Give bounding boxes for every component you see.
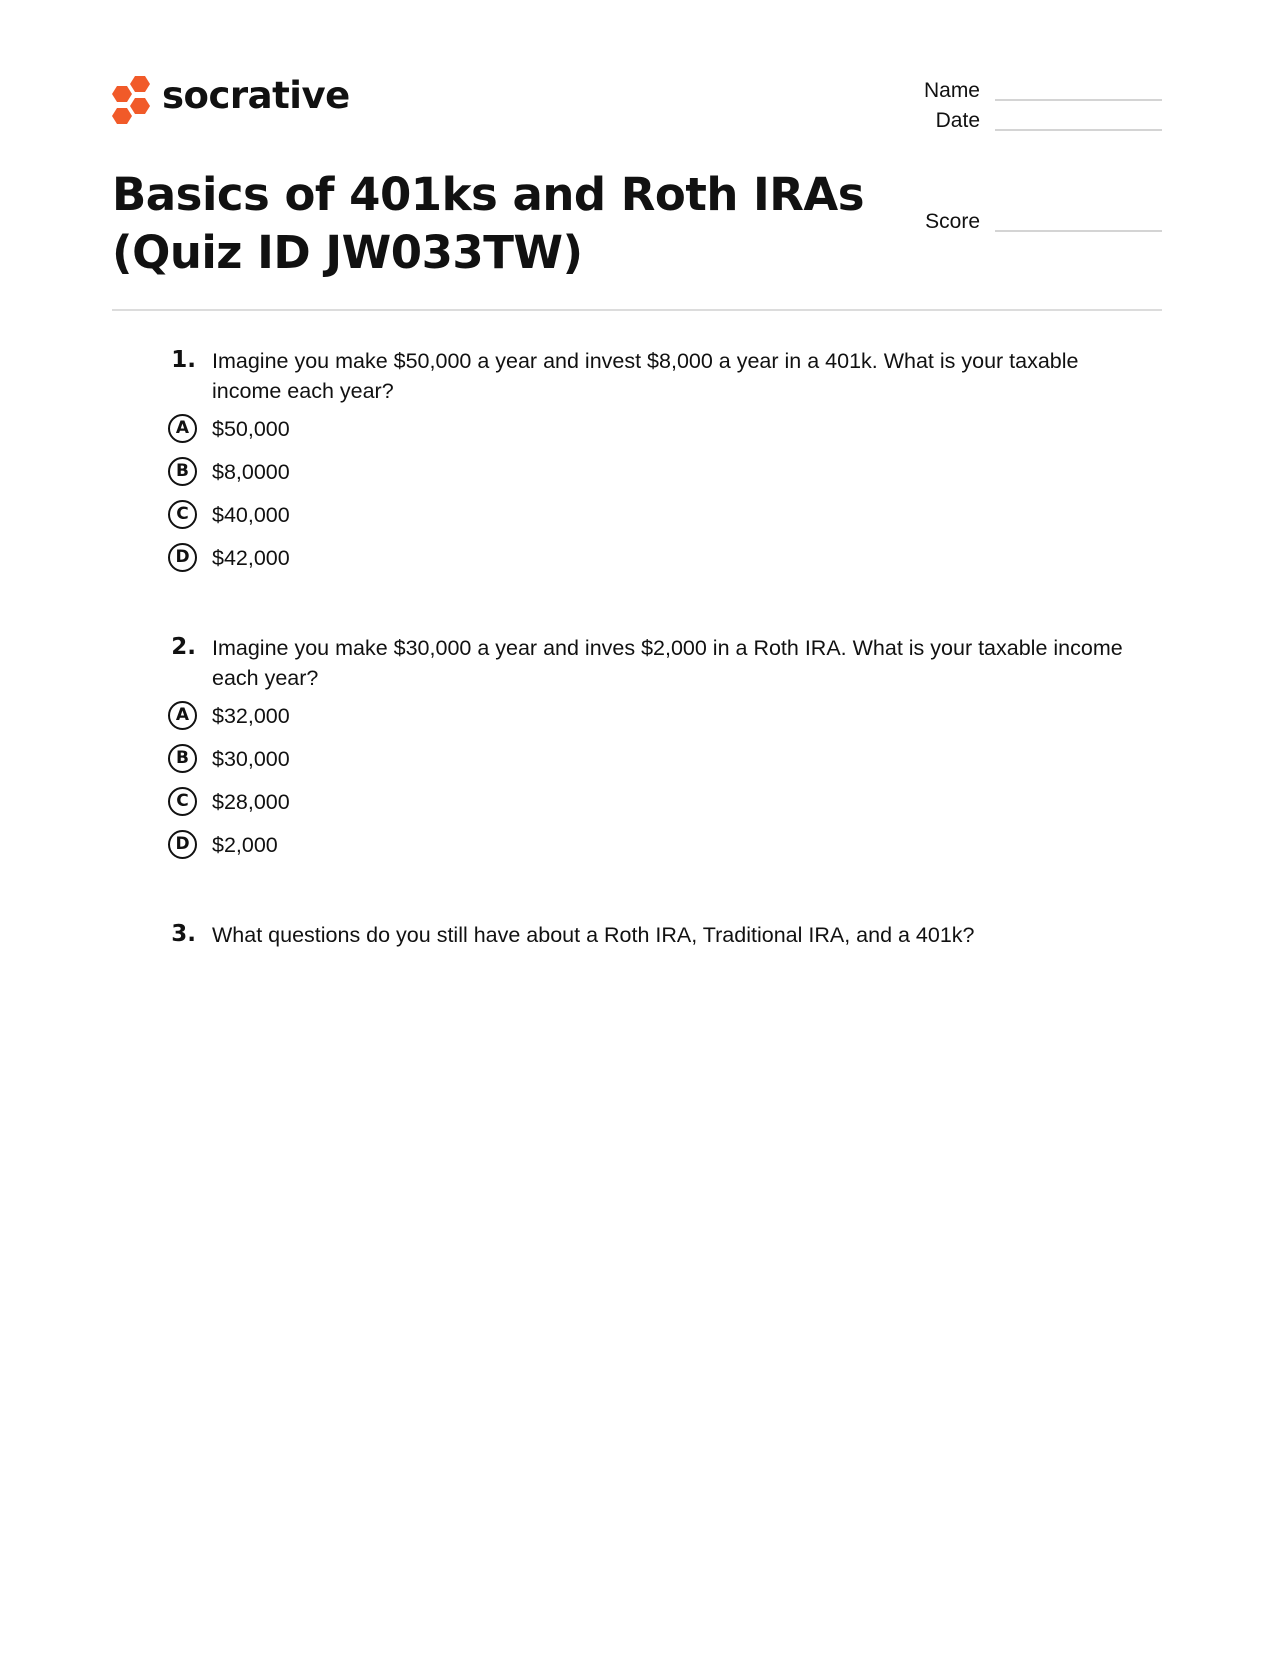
question-text-line2: income each year? (212, 379, 394, 403)
quiz-title-line1: Basics of 401ks and Roth IRAs (112, 168, 865, 221)
score-field-line[interactable] (995, 230, 1162, 232)
header-divider (112, 309, 1162, 311)
option-a-text: $32,000 (212, 704, 290, 728)
question-text (212, 633, 1152, 693)
question-text: What questions do you still have about a Roth IRA, Traditional IRA, and a 401k? (212, 923, 975, 947)
question-text-line1: Imagine you make $50,000 a year and invest $8,000 a year in a 401k. What is your taxable (212, 349, 1079, 373)
option-c-bubble[interactable]: C (168, 787, 197, 816)
option-b-bubble[interactable]: B (168, 457, 197, 486)
score-label: Score (925, 210, 980, 233)
date-label: Date (935, 109, 980, 132)
question-text-line1: Imagine you make $30,000 a year and inves $2,000 in a Roth IRA. What is your taxable income (212, 636, 1123, 660)
option-c-bubble[interactable]: C (168, 500, 197, 529)
question-text (212, 346, 1152, 406)
option-b-text: $8,0000 (212, 460, 290, 484)
socrative-logo (112, 72, 352, 124)
date-field-line[interactable] (995, 129, 1162, 131)
option-c-text: $40,000 (212, 503, 290, 527)
question-number: 3. (171, 921, 196, 947)
option-b-bubble[interactable]: B (168, 744, 197, 773)
name-label: Name (923, 79, 980, 102)
quiz-title-line2: (Quiz ID JW033TW) (112, 226, 583, 279)
brand-name: socrative (162, 74, 350, 117)
question-number: 1. (171, 347, 196, 373)
option-c-text: $28,000 (212, 790, 290, 814)
option-a-bubble[interactable]: A (168, 701, 197, 730)
question-number: 2. (171, 634, 196, 660)
option-d-bubble[interactable]: D (168, 543, 197, 572)
option-b-text: $30,000 (212, 747, 290, 771)
name-field-line[interactable] (995, 99, 1162, 101)
option-d-text: $2,000 (212, 833, 278, 857)
option-a-text: $50,000 (212, 417, 290, 441)
question-text-line2: each year? (212, 666, 319, 690)
hexagon-cluster-icon (112, 72, 152, 124)
option-d-text: $42,000 (212, 546, 290, 570)
quiz-title (112, 166, 864, 282)
option-a-bubble[interactable]: A (168, 414, 197, 443)
option-d-bubble[interactable]: D (168, 830, 197, 859)
